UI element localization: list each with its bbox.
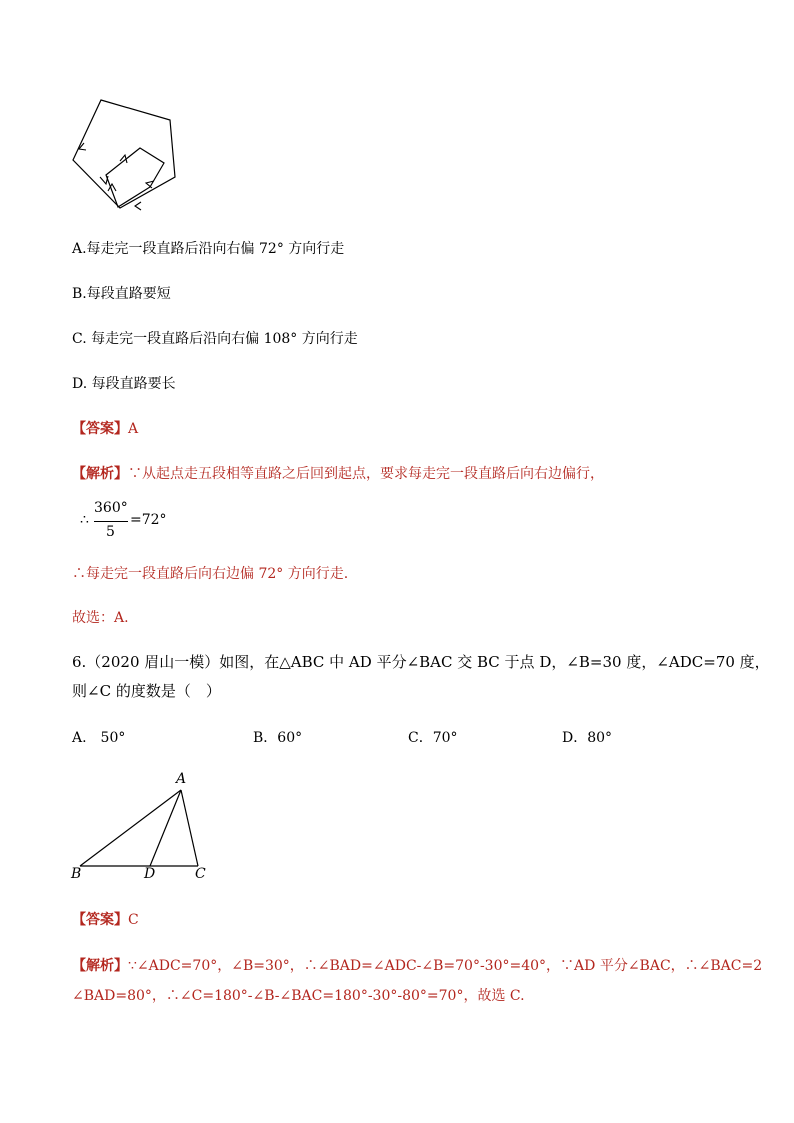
- fraction-denominator: 5: [106, 524, 115, 540]
- answer-label: 【答案】: [72, 421, 128, 437]
- analysis-label: 【解析】: [72, 958, 128, 974]
- arrow-mark-bottom: [135, 202, 141, 210]
- outer-pentagon: [73, 100, 175, 208]
- analysis-label: 【解析】: [72, 466, 128, 482]
- q6-analysis-line1: [72, 955, 762, 975]
- q6-option-b: B．60°: [253, 730, 303, 746]
- side-ac: [181, 790, 198, 866]
- pentagon-path-figure: [60, 95, 180, 215]
- triangle-figure: [70, 770, 220, 880]
- q6-answer: [72, 909, 139, 929]
- q5-conclusion: ∴每走完一段直路后向右边偏 72° 方向行走.: [72, 566, 349, 582]
- q6-option-d: D．80°: [562, 730, 613, 746]
- vertex-label-b: B: [71, 866, 82, 882]
- vertex-label-c: C: [195, 866, 206, 882]
- fraction-bar: [94, 521, 128, 522]
- analysis-text: ∵∠ADC=70°，∠B=30°，∴∠BAD=∠ADC-∠B=70°-30°=40°，∵AD 平分∠BAC，∴∠BAC=2: [128, 958, 763, 974]
- q5-option-b: B.每段直路要短: [72, 286, 171, 302]
- answer-value: C: [128, 912, 139, 928]
- q6-option-c: C．70°: [408, 730, 458, 746]
- vertex-label-a: A: [176, 771, 187, 787]
- q5-choice: 故选：A.: [72, 610, 129, 626]
- answer-value: A: [128, 421, 139, 437]
- answer-label: 【答案】: [72, 912, 128, 928]
- q6-stem-line2: 则∠C 的度数是（ ）: [72, 682, 221, 700]
- q5-fraction-equation: [80, 500, 250, 544]
- q5-option-c: C. 每走完一段直路后沿向右偏 108° 方向行走: [72, 331, 358, 347]
- q6-option-a: A. 50°: [72, 730, 126, 746]
- fraction-result: =72°: [130, 512, 167, 528]
- vertex-label-d: D: [144, 866, 156, 882]
- q5-answer: [72, 418, 138, 438]
- therefore-symbol: ∴: [80, 512, 89, 528]
- q5-option-a: A.每走完一段直路后沿向右偏 72° 方向行走: [72, 241, 345, 257]
- fraction-numerator: 360°: [94, 500, 128, 516]
- analysis-text: ∵从起点走五段相等直路之后回到起点，要求每走完一段直路后向右边偏行，: [128, 466, 604, 482]
- q6-analysis-line2: ∠BAD=80°，∴∠C=180°-∠B-∠BAC=180°-30°-80°=70°，故选 C.: [72, 988, 525, 1004]
- q5-analysis: [72, 463, 604, 483]
- inner-pentagon: [106, 148, 164, 207]
- q5-option-d: D. 每段直路要长: [72, 376, 176, 392]
- q6-stem-line1: 6.（2020 眉山一模）如图，在△ABC 中 AD 平分∠BAC 交 BC 于点 D，∠B=30 度，∠ADC=70 度，: [72, 653, 770, 671]
